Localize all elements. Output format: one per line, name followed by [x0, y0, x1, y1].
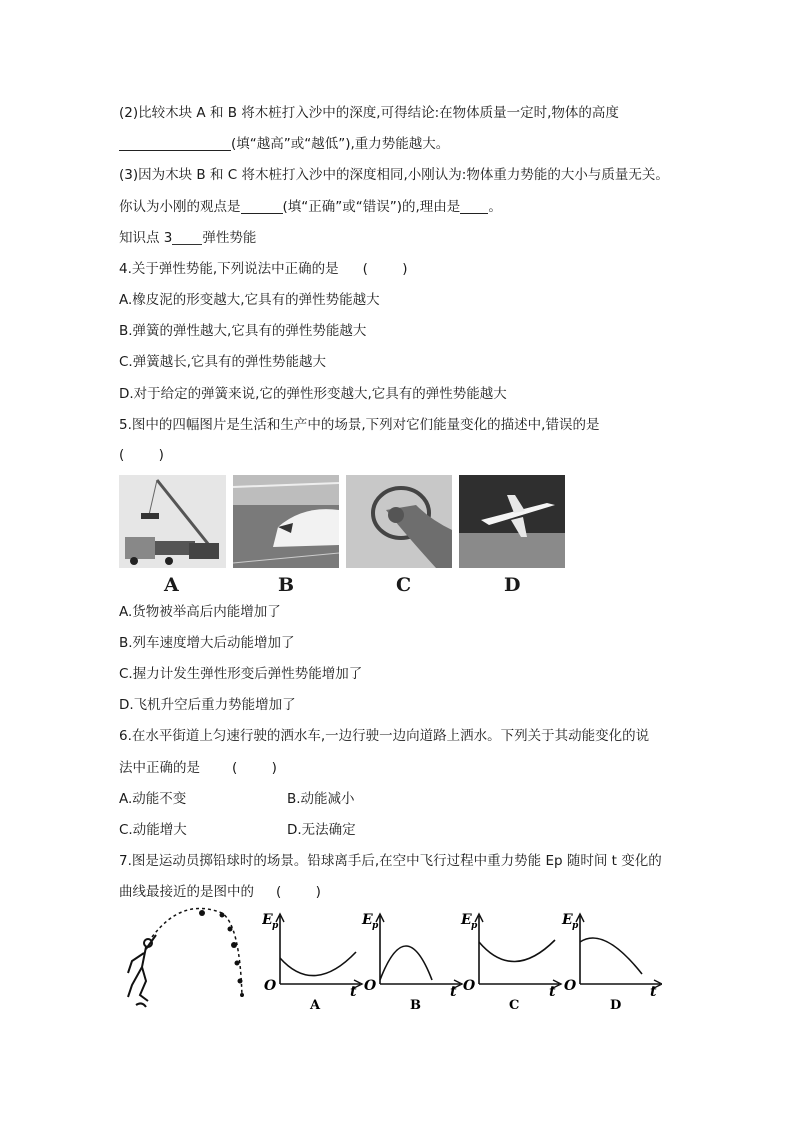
q6-bracket[interactable]: ( ) [232, 760, 277, 776]
q5-option-c[interactable]: C.握力计发生弹性形变后弹性势能增加了 [119, 666, 363, 682]
graph-label: C [509, 998, 520, 1013]
q4-bracket[interactable]: ( ) [362, 261, 408, 277]
q7-stem-line1: 7.图是运动员掷铅球时的场景。铅球离手后,在空中飞行过程中重力势能 Ep 随时间 t 变化的 [119, 853, 662, 869]
q3-line2-end: 。 [488, 199, 502, 215]
q4-option-a[interactable]: A.橡皮泥的形变越大,它具有的弹性势能越大 [119, 292, 380, 308]
y-axis-subscript: p [572, 921, 579, 931]
q2-line2 [119, 135, 449, 153]
q5-option-d[interactable]: D.飞机升空后重力势能增加了 [119, 697, 296, 713]
x-axis-label: t [350, 984, 357, 1000]
photo-label-d: D [504, 574, 521, 596]
y-axis-subscript: p [471, 921, 478, 931]
origin-label: O [264, 978, 277, 994]
y-axis-subscript: p [372, 921, 379, 931]
q7-stem-line2 [119, 883, 321, 901]
q7-bracket[interactable]: ( ) [276, 884, 321, 900]
q6-option-b[interactable]: B.动能减小 [287, 791, 355, 807]
knowledge-point [119, 229, 256, 247]
q3-line2-mid: (填“正确”或“错误”)的,理由是 [282, 199, 461, 215]
q4-stem [119, 260, 408, 278]
graph-label: D [610, 998, 622, 1013]
knowledge-point-rule [172, 230, 202, 245]
x-axis-label: t [650, 984, 657, 1000]
q3-reason-blank[interactable] [460, 199, 488, 214]
q5-option-a[interactable]: A.货物被举高后内能增加了 [119, 604, 281, 620]
graph-label: A [310, 998, 321, 1013]
x-axis-label: t [450, 984, 457, 1000]
train-photo [233, 475, 339, 568]
photo-label-c: C [396, 574, 412, 596]
y-axis-label: E [562, 912, 573, 928]
q2-line2-text: (填“越高”或“越低”),重力势能越大。 [231, 136, 450, 152]
q6-option-d[interactable]: D.无法确定 [287, 822, 356, 838]
q3-line2-prefix: 你认为小刚的观点是 [119, 199, 241, 215]
y-axis-subscript: p [272, 921, 279, 931]
q6-stem-line1: 6.在水平街道上匀速行驶的洒水车,一边行驶一边向道路上洒水。下列关于其动能变化的说 [119, 728, 650, 744]
ep-curve [280, 952, 356, 976]
q4-stem-text: 4.关于弹性势能,下列说法中正确的是 [119, 261, 339, 277]
origin-label: O [364, 978, 377, 994]
graph-d [561, 912, 662, 1013]
ep-curve [580, 938, 642, 974]
q3-line1: (3)因为木块 B 和 C 将木桩打入沙中的深度相同,小刚认为:物体重力势能的大小与质量无关。 [119, 167, 669, 183]
q6-stem-line2 [119, 759, 277, 777]
knowledge-point-title: 弹性势能 [202, 230, 257, 246]
q6-option-a[interactable]: A.动能不变 [119, 791, 187, 807]
ep-curve [380, 946, 432, 980]
knowledge-point-number: 知识点 3 [119, 230, 173, 246]
grip-meter-photo [346, 475, 452, 568]
q5-bracket[interactable]: ( ) [119, 447, 164, 463]
graph-c [460, 912, 561, 1013]
y-axis-label: E [461, 912, 472, 928]
shot-put-sketch [122, 905, 248, 1013]
q5-stem: 5.图中的四幅图片是生活和生产中的场景,下列对它们能量变化的描述中,错误的是 [119, 417, 600, 433]
q6-option-c[interactable]: C.动能增大 [119, 822, 187, 838]
q7-stem-text: 曲线最接近的是图中的 [119, 884, 254, 900]
airplane-photo [459, 475, 565, 568]
q3-line2 [119, 198, 502, 216]
x-axis-label: t [549, 984, 556, 1000]
q6-stem-text: 法中正确的是 [119, 760, 200, 776]
y-axis-label: E [362, 912, 373, 928]
origin-label: O [564, 978, 577, 994]
y-axis-label: E [262, 912, 273, 928]
ep-t-graphs [262, 908, 662, 1020]
origin-label: O [463, 978, 476, 994]
graph-a [262, 912, 362, 1013]
q4-option-c[interactable]: C.弹簧越长,它具有的弹性势能越大 [119, 354, 327, 370]
q4-option-b[interactable]: B.弹簧的弹性越大,它具有的弹性势能越大 [119, 323, 367, 339]
graph-label: B [410, 998, 421, 1013]
q4-option-d[interactable]: D.对于给定的弹簧来说,它的弹性形变越大,它具有的弹性势能越大 [119, 386, 507, 402]
graph-b [361, 912, 462, 1013]
ep-curve [479, 940, 555, 962]
photo-label-b: B [278, 574, 295, 596]
q5-option-b[interactable]: B.列车速度增大后动能增加了 [119, 635, 295, 651]
crane-photo [119, 475, 226, 568]
q2-line1: (2)比较木块 A 和 B 将木桩打入沙中的深度,可得结论:在物体质量一定时,物体的高度 [119, 105, 619, 121]
photo-label-a: A [164, 574, 179, 596]
q2-answer-blank[interactable] [119, 136, 231, 151]
q3-answer-blank[interactable] [241, 199, 283, 214]
